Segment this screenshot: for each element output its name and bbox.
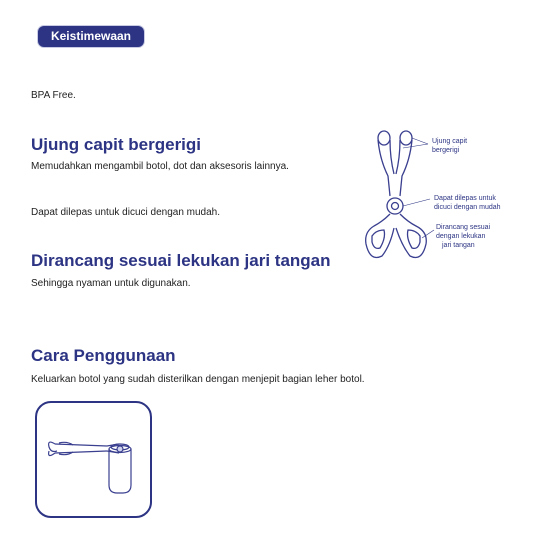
heading-usage: Cara Penggunaan [31,346,176,365]
label-ergonomic-2: dengan lekukan [436,233,486,240]
usage-illustration-card [35,401,152,518]
heading-serrated-tip: Ujung capit bergerigi [31,135,202,154]
bpa-free-text: BPA Free. [31,90,76,101]
label-serrated-tip-1: Ujung capit [432,138,468,145]
label-ergonomic-1: Dirancang sesuai [436,224,491,231]
tongs-diagram [362,126,512,276]
label-ergonomic-3: jari tangan [442,242,475,249]
tongs-holding-bottle-illustration [37,403,149,515]
label-serrated-tip-2: bergerigi [432,147,460,154]
serrated-tip-desc: Memudahkan mengambil botol, dot dan aksesoris lainnya. [31,161,289,172]
label-detachable-2: dicuci dengan mudah [434,204,501,211]
ergonomic-desc: Sehingga nyaman untuk digunakan. [31,278,191,289]
usage-desc: Keluarkan botol yang sudah disterilkan dengan menjepit bagian leher botol. [31,374,365,385]
features-badge: Keistimewaan [38,26,144,47]
detachable-desc: Dapat dilepas untuk dicuci dengan mudah. [31,207,221,218]
label-detachable-1: Dapat dilepas untuk [434,195,496,202]
tongs-illustration [366,131,427,258]
heading-ergonomic: Dirancang sesuai lekukan jari tangan [31,251,331,270]
